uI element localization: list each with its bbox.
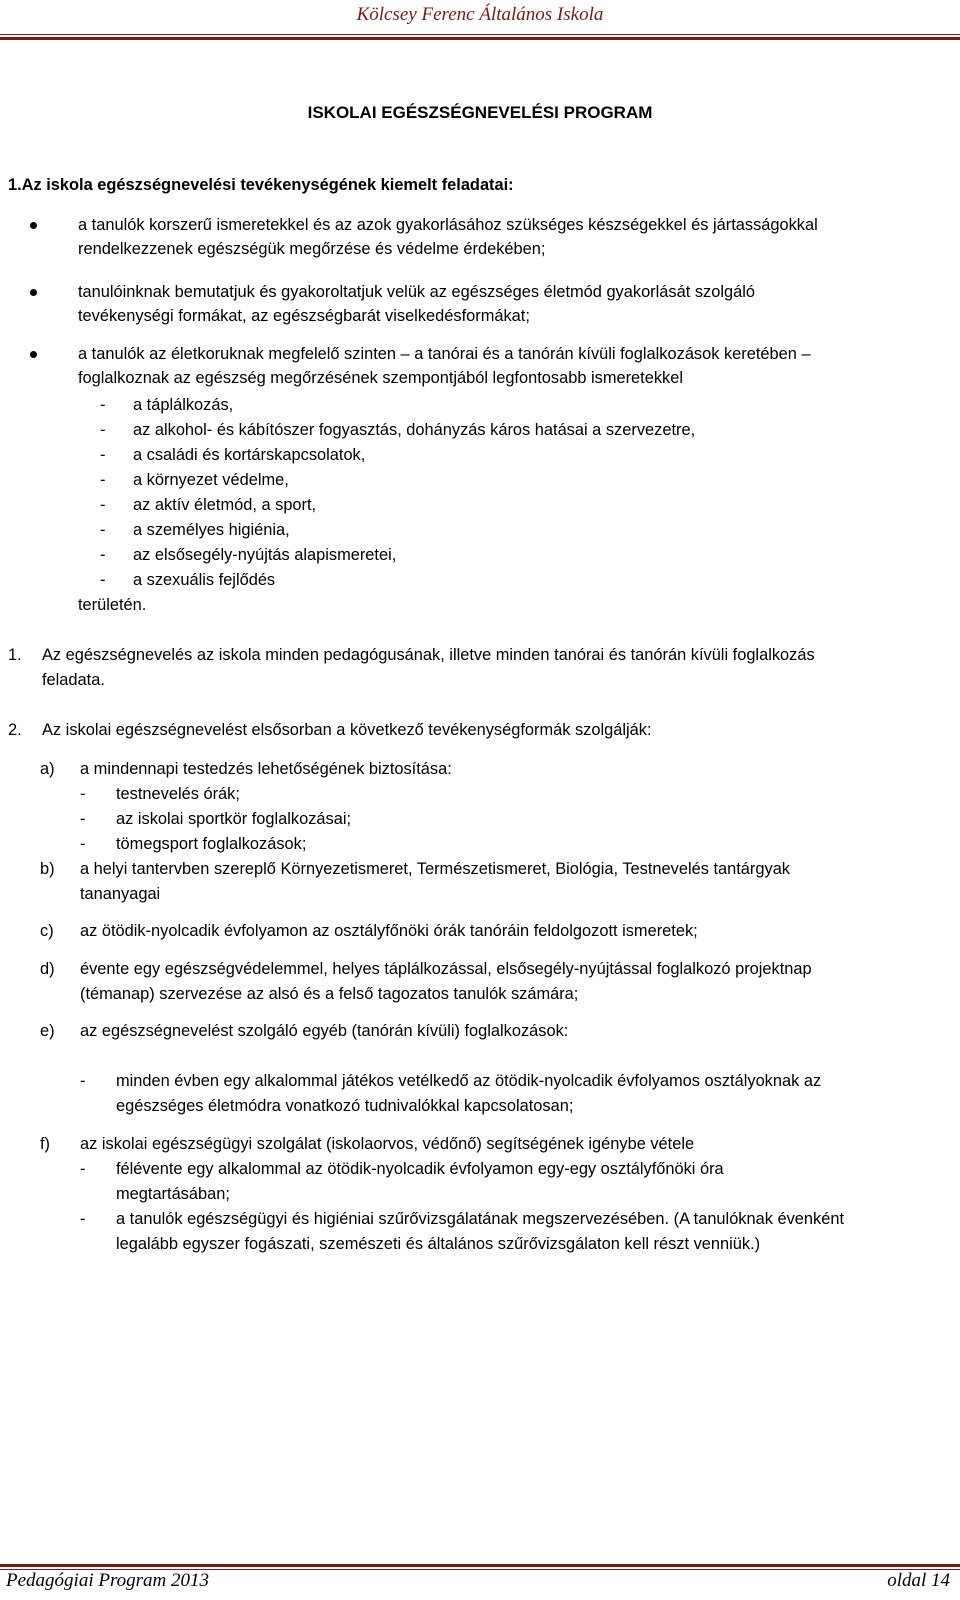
activity-text: az iskolai egészségügyi szolgálat (iskolaorvos, védőnő) segítségének igénybe vétele xyxy=(80,1135,695,1153)
activity-sub: tömegsport foglalkozások; xyxy=(116,835,307,853)
activity-sub: a tanulók egészségügyi és higiéniai szűrővizsgálatának megszervezésében. (A tanulóknak évenként xyxy=(116,1210,845,1228)
dash-marker: - xyxy=(80,835,86,853)
topic-item: a személyes higiénia, xyxy=(133,521,290,539)
activity-text: tananyagai xyxy=(80,885,161,903)
activity-sub: megtartásában; xyxy=(116,1185,230,1203)
activity-label: c) xyxy=(40,922,54,940)
footer-page-number: oldal 14 xyxy=(887,1570,950,1591)
dash-marker: - xyxy=(100,571,106,589)
activity-sub: félévente egy alkalommal az ötödik-nyolcadik évfolyamon egy-egy osztályfőnöki óra xyxy=(116,1160,724,1178)
section-heading: 1.Az iskola egészségnevelési tevékenységének kiemelt feladatai: xyxy=(8,176,514,194)
activity-label: a) xyxy=(40,760,55,778)
activity-sub: testnevelés órák; xyxy=(116,785,240,803)
numbered-label: 1. xyxy=(8,646,22,664)
page-title: ISKOLAI EGÉSZSÉGNEVELÉSI PROGRAM xyxy=(307,103,653,122)
bullet-icon xyxy=(30,351,37,358)
dash-marker: - xyxy=(100,471,106,489)
topic-item: a táplálkozás, xyxy=(133,396,234,414)
bullet-line: a tanulók korszerű ismeretekkel és az azok gyakorlásához szükséges készségekkel és jártasságokkal xyxy=(78,216,818,234)
dash-marker: - xyxy=(100,421,106,439)
bullet-icon xyxy=(30,222,37,229)
topic-item: az elsősegély-nyújtás alapismeretei, xyxy=(133,546,397,564)
footer-program: Pedagógiai Program 2013 xyxy=(6,1570,210,1591)
footer-divider-thick xyxy=(0,1564,960,1567)
topic-item: a környezet védelme, xyxy=(133,471,289,489)
activity-sub: legalább egyszer fogászati, szemészeti és általános szűrővizsgálaton kell részt venniük.) xyxy=(116,1235,761,1253)
dash-marker: - xyxy=(80,785,86,803)
activity-label: e) xyxy=(40,1022,55,1040)
activity-text: a mindennapi testedzés lehetőségének biztosítása: xyxy=(80,760,452,778)
activity-text: az egészségnevelést szolgáló egyéb (tanórán kívüli) foglalkozások: xyxy=(80,1022,569,1040)
numbered-label: 2. xyxy=(8,721,22,739)
activity-text: évente egy egészségvédelemmel, helyes táplálkozással, elsősegély-nyújtással foglalkozó projektnap xyxy=(80,960,812,978)
header-divider-thick xyxy=(0,37,960,40)
activity-sub: egészséges életmódra vonatkozó tudnivalókkal kapcsolatosan; xyxy=(116,1097,574,1115)
bullet-line: a tanulók az életkoruknak megfelelő szinten – a tanórai és a tanórán kívüli foglalkozások keretében – xyxy=(78,345,811,363)
bullet-line: foglalkoznak az egészség megőrzésének szempontjából legfontosabb ismeretekkel xyxy=(78,369,683,387)
topic-item: az aktív életmód, a sport, xyxy=(133,496,317,514)
dash-marker: - xyxy=(100,396,106,414)
topic-item: az alkohol- és kábítószer fogyasztás, dohányzás káros hatásai a szervezetre, xyxy=(133,421,696,439)
dash-marker: - xyxy=(100,496,106,514)
activity-label: b) xyxy=(40,860,55,878)
bullet-icon xyxy=(30,289,37,296)
dash-marker: - xyxy=(80,1072,86,1090)
dash-marker: - xyxy=(80,1210,86,1228)
bullet-line: tanulóinknak bemutatjuk és gyakoroltatjuk velük az egészséges életmód gyakorlását szolgáló xyxy=(78,283,755,301)
dash-marker: - xyxy=(100,446,106,464)
dash-marker: - xyxy=(100,546,106,564)
numbered-line: feladata. xyxy=(42,671,105,689)
activity-label: f) xyxy=(40,1135,51,1153)
header-school-name: Kölcsey Ferenc Általános Iskola xyxy=(356,4,604,25)
dash-marker: - xyxy=(80,810,86,828)
bullet-line: rendelkezzenek egészségük megőrzése és védelme érdekében; xyxy=(78,240,546,258)
topic-item: a családi és kortárskapcsolatok, xyxy=(133,446,366,464)
activity-text: (témanap) szervezése az alsó és a felső tagozatos tanulók számára; xyxy=(80,985,579,1003)
activity-sub: az iskolai sportkör foglalkozásai; xyxy=(116,810,352,828)
activity-sub: minden évben egy alkalommal játékos vetélkedő az ötödik-nyolcadik évfolyamos osztályoknak az xyxy=(116,1072,822,1090)
topic-item: a szexuális fejlődés xyxy=(133,571,276,589)
numbered-line: Az egészségnevelés az iskola minden pedagógusának, illetve minden tanórai és tanórán kívüli foglalkozás xyxy=(42,646,815,664)
header-divider-thin xyxy=(0,34,960,35)
activity-text: a helyi tantervben szereplő Környezetismeret, Természetismeret, Biológia, Testnevelés tantárgyak xyxy=(80,860,791,878)
numbered-line: Az iskolai egészségnevelést elsősorban a következő tevékenységformák szolgálják: xyxy=(42,721,652,739)
activity-label: d) xyxy=(40,960,55,978)
dash-marker: - xyxy=(100,521,106,539)
dash-marker: - xyxy=(80,1160,86,1178)
bullet-line: tevékenységi formákat, az egészségbarát viselkedésformákat; xyxy=(78,307,530,325)
activity-text: az ötödik-nyolcadik évfolyamon az osztályfőnöki órák tanóráin feldolgozott ismeretek; xyxy=(80,922,698,940)
topic-closing: területén. xyxy=(78,596,147,614)
